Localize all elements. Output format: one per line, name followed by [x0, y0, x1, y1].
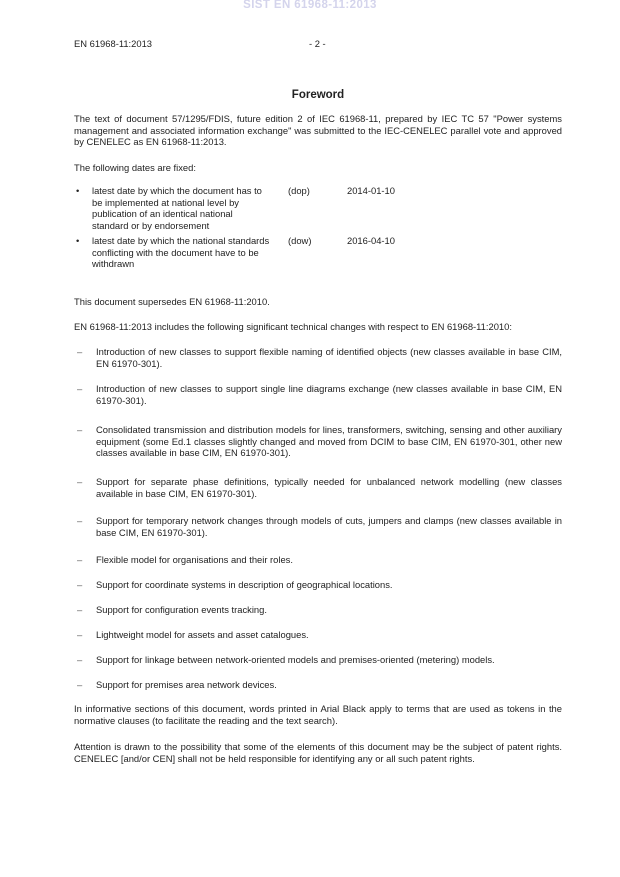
date-row-dop: [74, 185, 562, 233]
dash-marker: –: [77, 346, 83, 357]
date-description: latest date by which the document has to be implemented at national level by publication of an identical national standard or by endorsement: [92, 185, 262, 231]
change-text: Support for linkage between network-oriented models and premises-oriented (metering) models.: [96, 654, 495, 665]
change-text: Support for separate phase definitions, typically needed for unbalanced network modelling (new classes available in base CIM, EN 61970-301).: [96, 476, 562, 499]
bullet: •: [76, 235, 80, 246]
dash-marker: –: [77, 554, 83, 565]
bullet: •: [76, 185, 80, 196]
dash-marker: –: [77, 383, 83, 394]
date-abbreviation: (dop): [288, 185, 310, 196]
document-code: EN 61968-11:2013: [74, 38, 153, 49]
supersedes-paragraph: This document supersedes EN 61968-11:2010.: [74, 296, 270, 307]
dash-marker: –: [77, 604, 83, 615]
dash-marker: –: [77, 579, 83, 590]
change-text: Introduction of new classes to support flexible naming of identified objects (new classes available in base CIM, EN 61970-301).: [96, 346, 562, 369]
change-text: Support for temporary network changes through models of cuts, jumpers and clamps (new classes available in base CIM, EN 61970-301).: [96, 515, 562, 538]
informative-note: In informative sections of this document, words printed in Arial Black apply to terms that are used as tokens in the normative clauses (to facilitate the reading and the text search).: [74, 703, 562, 726]
patent-note: Attention is drawn to the possibility that some of the elements of this document may be the subject of patent rights. CENELEC [and/or CEN] shall not be held responsible for identifying any or all such patent rights.: [74, 741, 562, 764]
date-value: 2014-01-10: [347, 185, 395, 196]
intro-paragraph: The text of document 57/1295/FDIS, future edition 2 of IEC 61968-11, prepared by IEC TC 57 "Power systems management and associated information exchange" was submitted to the IEC-CENELEC parallel vote and approved by CENELEC as EN 61968-11:2013.: [74, 113, 562, 147]
change-text: Flexible model for organisations and their roles.: [96, 554, 293, 565]
date-value: 2016-04-10: [347, 235, 395, 246]
page-number: - 2 -: [309, 38, 326, 49]
change-text: Support for premises area network devices.: [96, 679, 277, 690]
dash-marker: –: [77, 679, 83, 690]
date-abbreviation: (dow): [288, 235, 312, 246]
page-title: Foreword: [291, 89, 345, 101]
dash-marker: –: [77, 424, 83, 435]
change-text: Support for configuration events tracking.: [96, 604, 267, 615]
page-header: [74, 38, 562, 50]
dash-marker: –: [77, 629, 83, 640]
changes-intro: EN 61968-11:2013 includes the following significant technical changes with respect to EN 61968-11:2010:: [74, 321, 512, 332]
change-text: Introduction of new classes to support single line diagrams exchange (new classes available in base CIM, EN 61970-301).: [96, 383, 562, 406]
dates-intro: The following dates are fixed:: [74, 162, 196, 173]
change-text: Lightweight model for assets and asset catalogues.: [96, 629, 309, 640]
dash-marker: –: [77, 476, 83, 487]
date-row-dow: [74, 235, 562, 271]
dash-marker: –: [77, 654, 83, 665]
date-description: latest date by which the national standards conflicting with the document have to be withdrawn: [92, 235, 270, 269]
change-text: Consolidated transmission and distribution models for lines, transformers, switching, sensing and other auxiliary equipment (some Ed.1 classes slightly changed and moved from DCIM to base CIM, EN 61970-301, other new classes available in base CIM, EN 61970-301).: [96, 424, 562, 458]
watermark: SIST EN 61968-11:2013: [243, 0, 377, 11]
change-text: Support for coordinate systems in description of geographical locations.: [96, 579, 393, 590]
dash-marker: –: [77, 515, 83, 526]
